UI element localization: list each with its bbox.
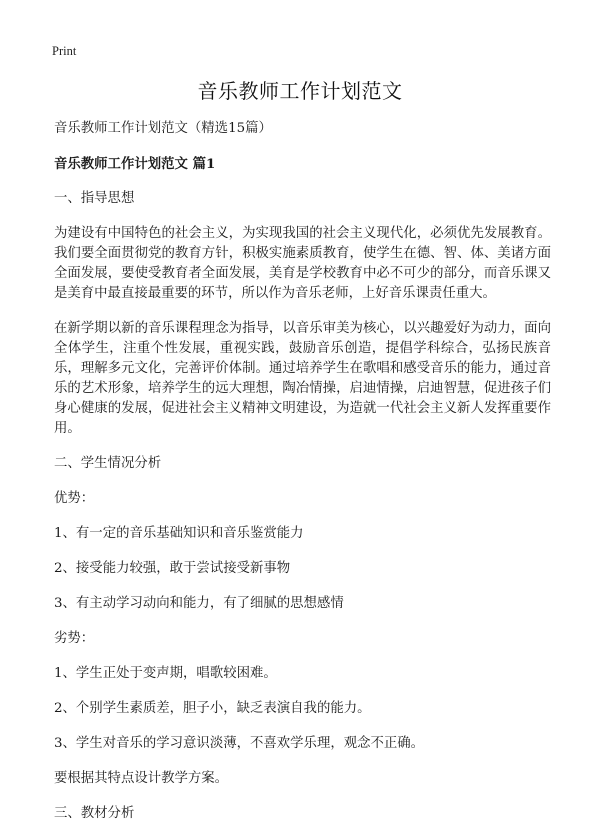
section-title: 二、学生情况分析 [54, 456, 162, 471]
list-item: 3、学生对音乐的学习意识淡薄，不喜欢学乐理，观念不正确。 [54, 736, 425, 751]
paragraph-guiding-principle: 为建设有中国特色的社会主义，为实现我国的社会主义现代化，必须优先发展教育。我们要全面贯彻党的教育方针，积极实施素质教育，使学生在德、智、体、美诸方面全面发展，要使受教育者全面发展，美育是学校教育中必不可少的部分，而音乐课又是美育中最直接最重要的环节，所以作为音乐老师，上好音乐课责任重大。 [54, 226, 551, 301]
list-item: 3、有主动学习动向和能力，有了细腻的思想感情 [54, 596, 344, 611]
weaknesses-label: 劣势： [54, 631, 95, 646]
list-item: 2、接受能力较强，敢于尝试接受新事物 [54, 561, 291, 576]
list-item: 1、学生正处于变声期，唱歌较困难。 [54, 666, 277, 681]
section-title: 三、教材分析 [54, 806, 135, 821]
strengths-label: 优势： [54, 491, 95, 506]
paragraph-new-semester: 在新学期以新的音乐课程理念为指导，以音乐审美为核心，以兴趣爱好为动力，面向全体学生，注重个性发展，重视实践，鼓励音乐创造，提倡学科综合，弘扬民族音乐，理解多元文化，完善评价体制。通过培养学生在歌唱和感受音乐的能力，通过音乐的艺术形象，培养学生的远大理想，陶冶情操，启迪情操，启迪智慧，促进孩子们身心健康的发展，促进社会主义精神文明建设，为造就一代社会主义新人发挥重要作用。 [54, 321, 551, 436]
document-subtitle: 音乐教师工作计划范文（精选15篇） [54, 121, 272, 136]
print-link[interactable]: Print [52, 44, 77, 58]
list-item: 1、有一定的音乐基础知识和音乐鉴赏能力 [54, 526, 304, 541]
list-item: 2、个别学生素质差，胆子小，缺乏表演自我的能力。 [54, 701, 371, 716]
design-note: 要根据其特点设计教学方案。 [54, 771, 229, 786]
article-heading: 音乐教师工作计划范文 篇1 [54, 156, 216, 172]
document-body [54, 119, 551, 824]
section-title: 一、指导思想 [54, 191, 135, 206]
page-title: 音乐教师工作计划范文 [197, 79, 403, 103]
